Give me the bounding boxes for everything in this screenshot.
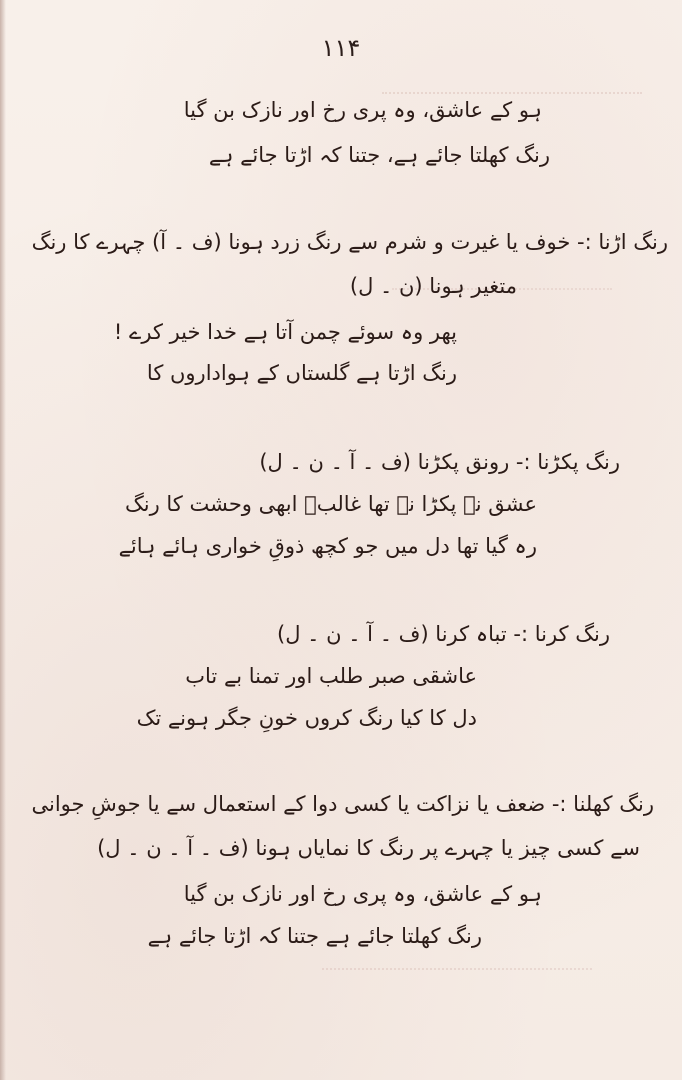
entry-definition: متغیر ہونا (ن ۔ ل) xyxy=(349,274,517,298)
couplet-line: ہو کے عاشق، وہ پری رخ اور نازک بن گیا xyxy=(183,98,542,122)
couplet-line: رنگ کھلتا جائے ہے، جتنا کہ اڑتا جائے ہے xyxy=(208,143,550,167)
entry-definition: رنگ کھلنا :- ضعف یا نزاکت یا کسی دوا کے استعمال سے یا جوشِ جوانی xyxy=(31,792,654,816)
couplet-line: عاشقی صبر طلب اور تمنا بے تاب xyxy=(185,664,477,688)
couplet-line: عشق نے پکڑا نہ تھا غالبؔ ابھی وحشت کا رنگ xyxy=(124,492,537,516)
entry-definition: رنگ کرنا :- تباہ کرنا (ف ۔ آ ۔ ن ۔ ل) xyxy=(277,622,610,646)
couplet-line: رنگ اڑتا ہے گلستاں کے ہواداروں کا xyxy=(146,361,457,385)
couplet-line: رنگ کھلتا جائے ہے جتنا کہ اڑتا جائے ہے xyxy=(147,924,482,948)
couplet-line: ہو کے عاشق، وہ پری رخ اور نازک بن گیا xyxy=(183,882,542,906)
couplet-line: پھر وہ سوئے چمن آتا ہے خدا خیر کرے ! xyxy=(113,320,457,344)
entry-definition: رنگ اڑنا :- خوف یا غیرت و شرم سے رنگ زرد ہونا (ف ۔ آ) چہرے کا رنگ xyxy=(31,230,668,254)
page-number: ۱۱۴ xyxy=(321,34,361,62)
bleed-through-mark xyxy=(322,968,592,984)
entry-definition: سے کسی چیز یا چہرے پر رنگ کا نمایاں ہونا (ف ۔ آ ۔ ن ۔ ل) xyxy=(97,836,640,860)
couplet-line: رہ گیا تھا دل میں جو کچھ ذوقِ خواری ہائے ہائے xyxy=(118,534,537,558)
entry-definition: رنگ پکڑنا :- رونق پکڑنا (ف ۔ آ ۔ ن ۔ ل) xyxy=(259,450,620,474)
couplet-line: دل کا کیا رنگ کروں خونِ جگر ہونے تک xyxy=(136,706,477,730)
page-spine-shadow xyxy=(0,0,6,1080)
